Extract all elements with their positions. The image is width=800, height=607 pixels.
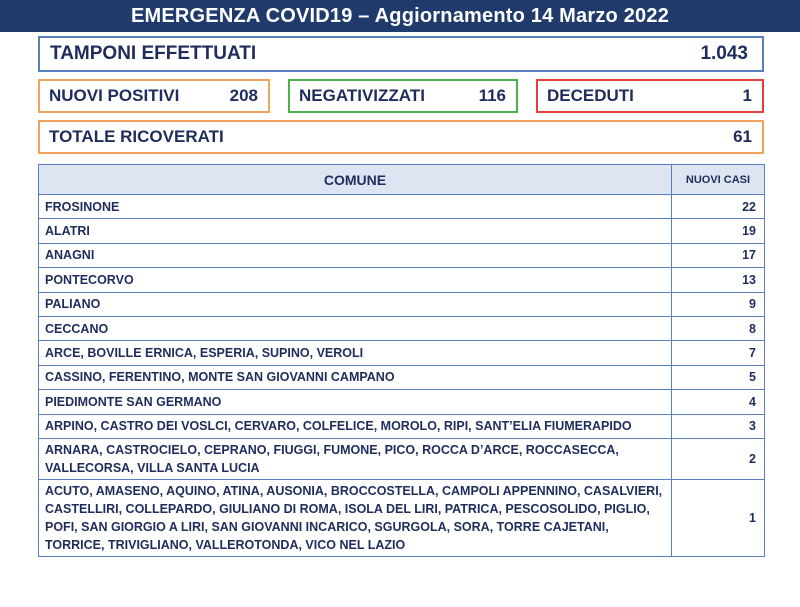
comune-cell: ACUTO, AMASENO, AQUINO, ATINA, AUSONIA, BROCCOSTELLA, CAMPOLI APPENNINO, CASALVIERI, CASTELLIRI, COLLEPARDO, GIULIANO DI ROMA, ISOLA DEL LIRI, PATRICA, PESCOSOLIDO, PIGLIO, POFI, SAN GIORGIO A LIRI, SAN GIOVANNI INCARICO, SGURGOLA, SORA, TORRE CAJETANI, TORRICE, TRIVIGLIANO, VALLEROTONDA, VICO NEL LAZIO <box>39 479 672 556</box>
comune-cell: CASSINO, FERENTINO, MONTE SAN GIOVANNI CAMPANO <box>39 365 672 389</box>
nuovi-casi-cell: 1 <box>672 479 765 556</box>
table-row <box>39 414 765 438</box>
table-row <box>39 268 765 292</box>
nuovi-casi-cell: 9 <box>672 292 765 316</box>
table-row <box>39 365 765 389</box>
page-title: EMERGENZA COVID19 – Aggiornamento 14 Marzo 2022 <box>0 0 800 32</box>
column-header-nuovi-casi: NUOVI CASI <box>672 165 765 195</box>
tamponi-value: 1.043 <box>700 43 748 64</box>
totale-ricoverati-label: TOTALE RICOVERATI <box>49 127 224 146</box>
nuovi-casi-cell: 2 <box>672 438 765 479</box>
table-row <box>39 219 765 243</box>
comune-cell: PIEDIMONTE SAN GERMANO <box>39 390 672 414</box>
comune-cell: ALATRI <box>39 219 672 243</box>
table-row <box>39 195 765 219</box>
comune-cell: FROSINONE <box>39 195 672 219</box>
comuni-table <box>38 164 765 557</box>
nuovi-casi-cell: 17 <box>672 243 765 267</box>
deceduti-box <box>536 79 764 113</box>
column-header-comune: COMUNE <box>39 165 672 195</box>
nuovi-casi-cell: 3 <box>672 414 765 438</box>
nuovi-casi-cell: 19 <box>672 219 765 243</box>
nuovi-casi-cell: 7 <box>672 341 765 365</box>
nuovi-casi-cell: 22 <box>672 195 765 219</box>
comune-cell: ANAGNI <box>39 243 672 267</box>
negativizzati-label: NEGATIVIZZATI <box>299 86 425 105</box>
totale-ricoverati-value: 61 <box>733 127 752 146</box>
nuovi-positivi-value: 208 <box>229 86 258 105</box>
comune-cell: PONTECORVO <box>39 268 672 292</box>
deceduti-value: 1 <box>742 86 752 105</box>
tamponi-box <box>38 36 764 72</box>
comune-cell: PALIANO <box>39 292 672 316</box>
deceduti-label: DECEDUTI <box>547 86 634 105</box>
nuovi-casi-cell: 13 <box>672 268 765 292</box>
table-row <box>39 438 765 479</box>
negativizzati-box <box>288 79 518 113</box>
table-header-row <box>39 165 765 195</box>
totale-ricoverati-box <box>38 120 764 154</box>
table-row <box>39 292 765 316</box>
nuovi-casi-cell: 8 <box>672 316 765 340</box>
comune-cell: ARPINO, CASTRO DEI VOSLCI, CERVARO, COLFELICE, MOROLO, RIPI, SANT’ELIA FIUMERAPIDO <box>39 414 672 438</box>
comune-cell: CECCANO <box>39 316 672 340</box>
nuovi-casi-cell: 5 <box>672 365 765 389</box>
table-row <box>39 243 765 267</box>
table-row <box>39 341 765 365</box>
comune-cell: ARNARA, CASTROCIELO, CEPRANO, FIUGGI, FUMONE, PICO, ROCCA D’ARCE, ROCCASECCA, VALLECORSA, VILLA SANTA LUCIA <box>39 438 672 479</box>
nuovi-positivi-label: NUOVI POSITIVI <box>49 86 180 105</box>
tamponi-label: TAMPONI EFFETTUATI <box>50 43 257 64</box>
negativizzati-value: 116 <box>478 86 506 105</box>
table-row <box>39 479 765 556</box>
comune-cell: ARCE, BOVILLE ERNICA, ESPERIA, SUPINO, VEROLI <box>39 341 672 365</box>
nuovi-positivi-box <box>38 79 270 113</box>
table-row <box>39 316 765 340</box>
table-row <box>39 390 765 414</box>
nuovi-casi-cell: 4 <box>672 390 765 414</box>
